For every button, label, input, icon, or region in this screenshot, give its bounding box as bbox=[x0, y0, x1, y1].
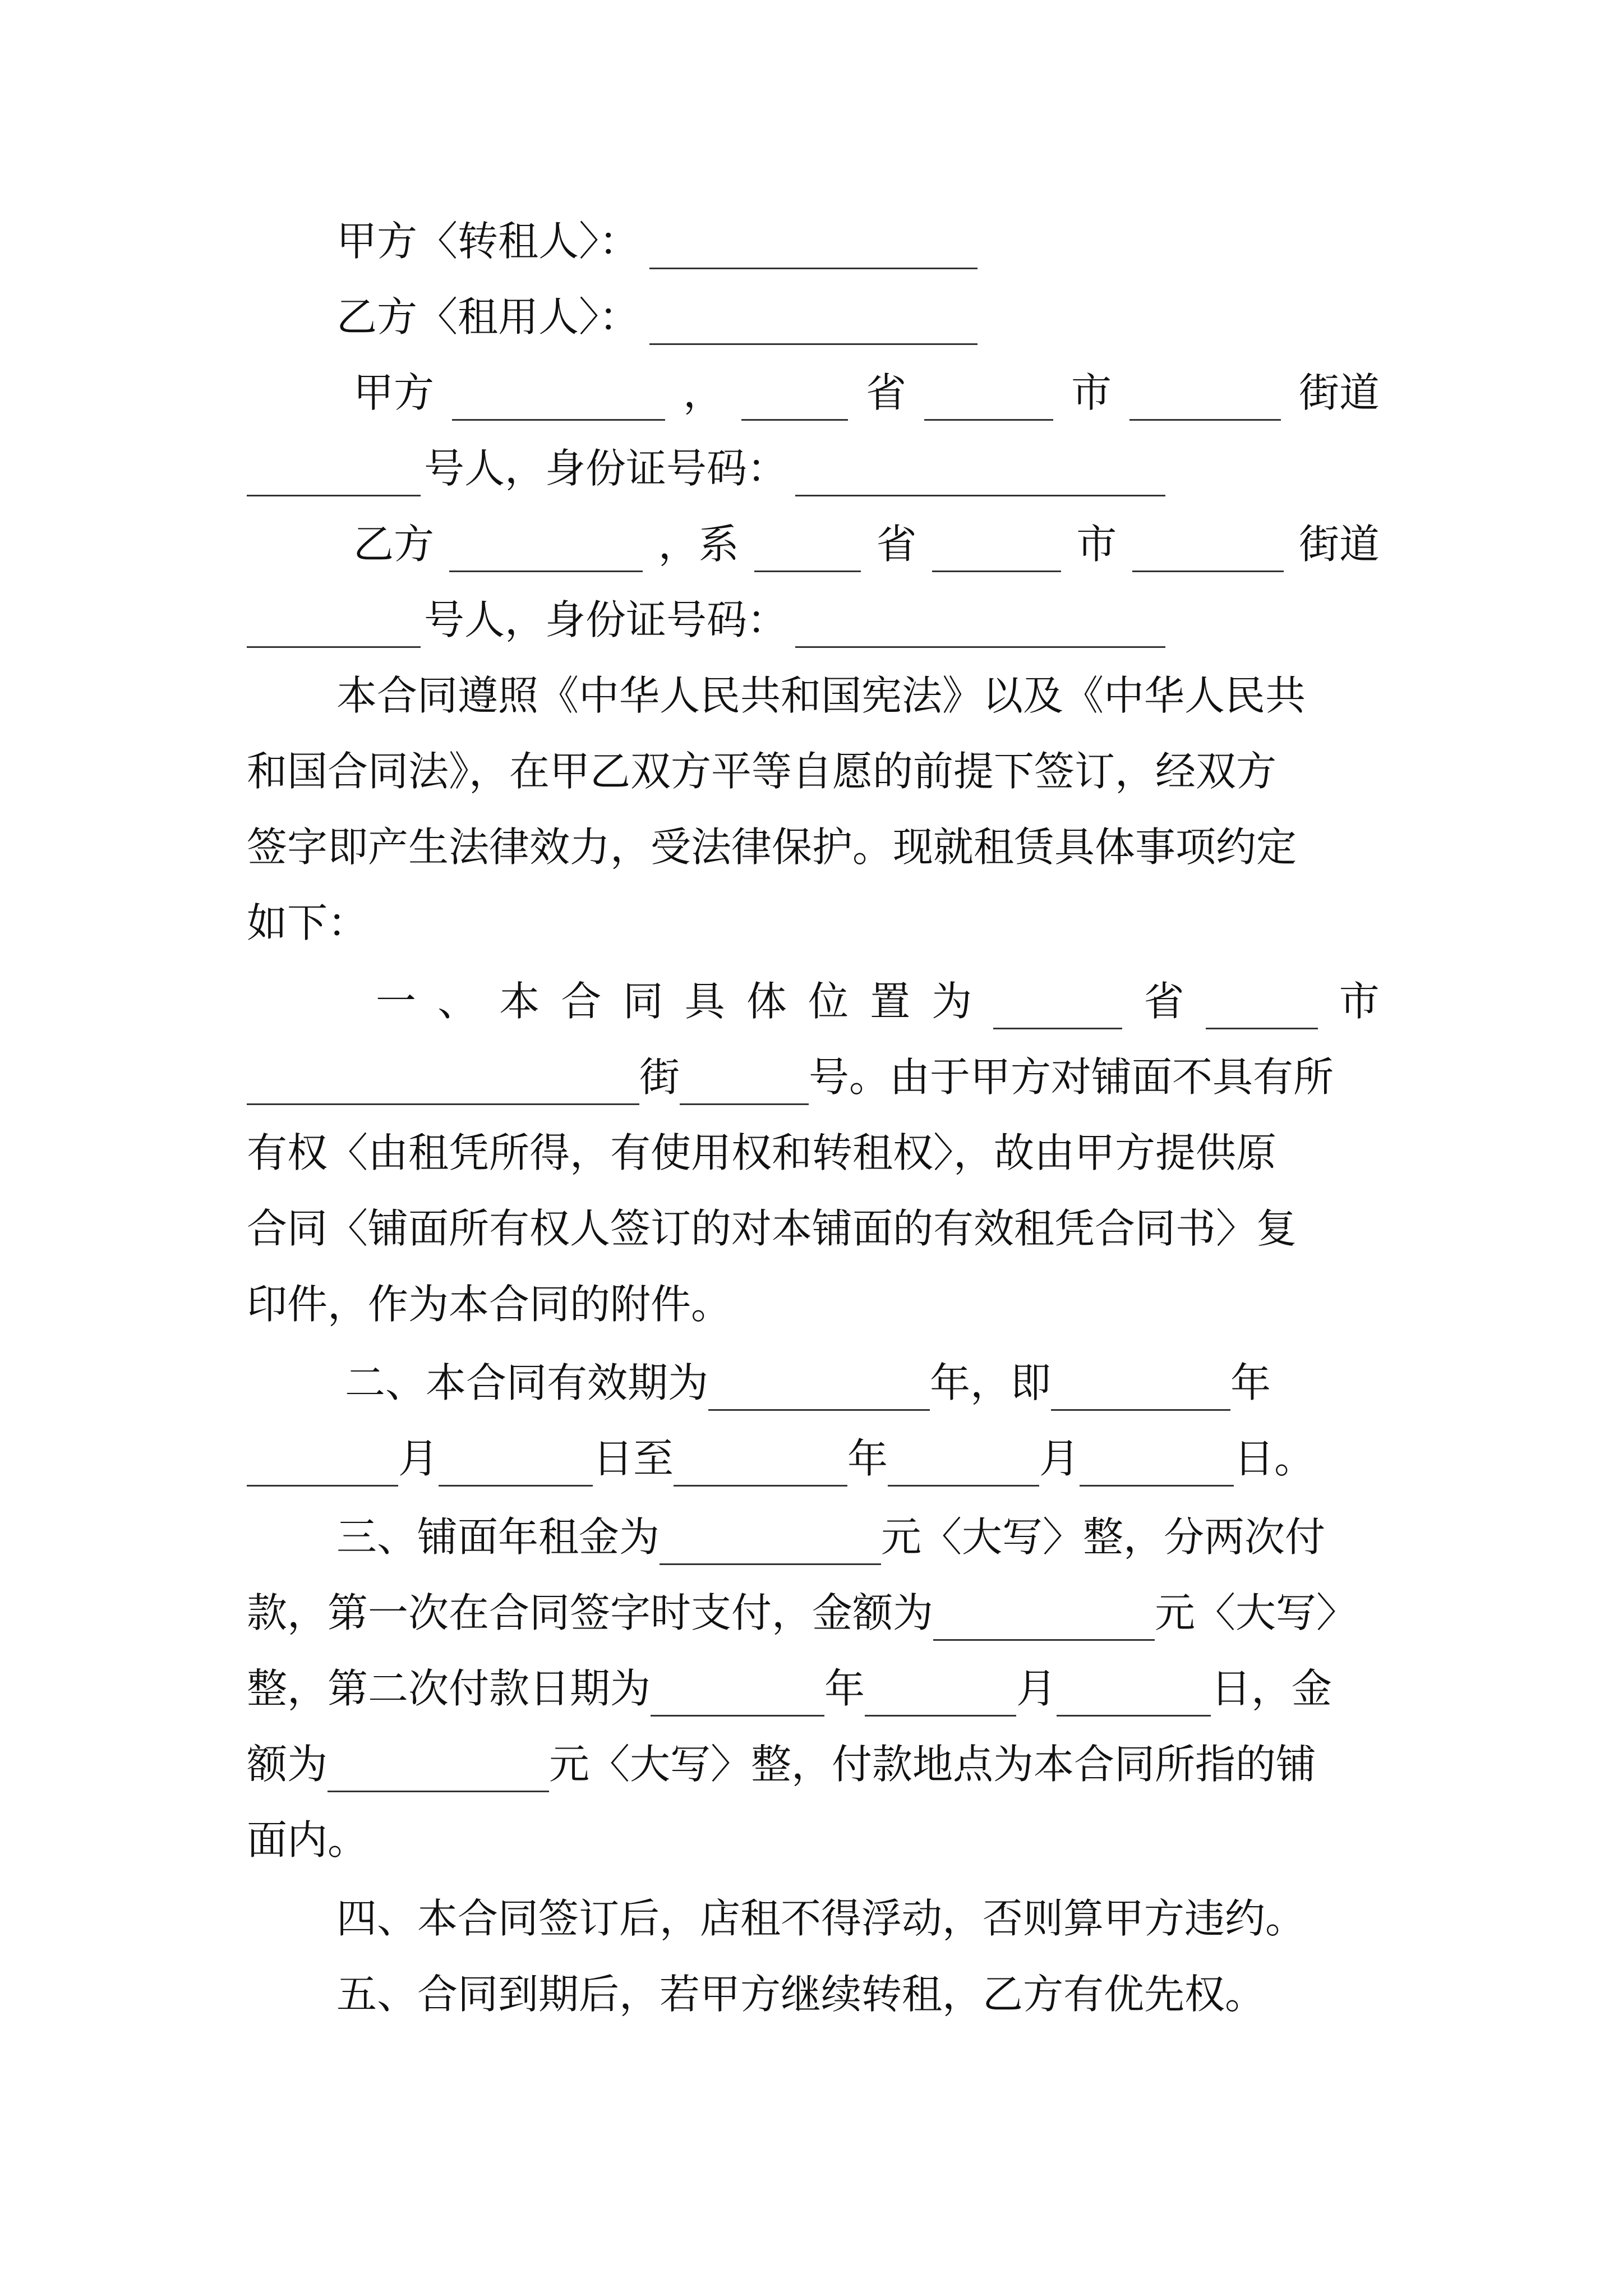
party-a-line bbox=[336, 213, 978, 269]
party-b-name-blank[interactable] bbox=[449, 533, 643, 572]
clause-3-second-month-blank[interactable] bbox=[865, 1677, 1016, 1717]
clause-2-start-day-blank[interactable] bbox=[439, 1447, 593, 1487]
clause-1-province-label: 省 bbox=[1144, 978, 1184, 1025]
clause-3-annual-rent-blank[interactable] bbox=[660, 1526, 881, 1565]
party-b-street-blank[interactable] bbox=[1132, 533, 1284, 572]
party-b-street-label: 街道 bbox=[1298, 521, 1380, 568]
clause-3-text: 元〈大写〉 bbox=[1155, 1589, 1357, 1636]
party-a-id-blank[interactable] bbox=[795, 457, 1165, 496]
party-b-id-blank[interactable] bbox=[795, 609, 1165, 648]
party-b-label: 乙方〈租用人〉： bbox=[336, 293, 640, 341]
party-a-street-blank[interactable] bbox=[1129, 381, 1281, 421]
clause-2-text: 日。 bbox=[1234, 1435, 1315, 1482]
party-a-number-blank[interactable] bbox=[247, 457, 421, 496]
clause-3-line-3 bbox=[247, 1660, 1332, 1717]
clause-2-years-blank[interactable] bbox=[708, 1372, 930, 1411]
clause-3-text: 元〈大写〉整，付款地点为本合同所指的铺 bbox=[549, 1741, 1317, 1788]
clause-2-end-day-blank[interactable] bbox=[1080, 1447, 1234, 1487]
clause-3-text: 款，第一次在合同签字时支付，金额为 bbox=[247, 1589, 934, 1636]
clause-4: 四、本合同签订后，店租不得浮动，否则算甲方违约。 bbox=[336, 1895, 1306, 1942]
clause-2-start-month-blank[interactable] bbox=[247, 1447, 398, 1487]
party-b-city-label: 市 bbox=[1076, 521, 1117, 568]
clause-1-char: 位 bbox=[808, 978, 849, 1025]
clause-2-text: 年 bbox=[847, 1435, 888, 1482]
clause-3-text: 元〈大写〉整，分两次付 bbox=[881, 1513, 1326, 1561]
clause-3-line-5: 面内。 bbox=[247, 1816, 368, 1864]
clause-3-text: 日，金 bbox=[1211, 1665, 1332, 1712]
party-a-street-label: 街道 bbox=[1298, 369, 1380, 416]
party-a-comma: ， bbox=[683, 369, 723, 416]
clause-3-second-payment-blank[interactable] bbox=[328, 1753, 549, 1792]
clause-3-line-4 bbox=[247, 1736, 1316, 1792]
clause-1-char: 同 bbox=[623, 978, 663, 1025]
clause-1-char: 一 bbox=[376, 978, 417, 1025]
clause-1-char: 具 bbox=[684, 978, 725, 1025]
clause-2-line-1 bbox=[345, 1355, 1271, 1411]
party-b-line bbox=[336, 289, 978, 345]
clause-3-text: 整，第二次付款日期为 bbox=[247, 1665, 651, 1712]
clause-3-text: 额为 bbox=[247, 1741, 328, 1788]
clause-3-text: 三、铺面年租金为 bbox=[336, 1513, 660, 1561]
clause-1-char: 置 bbox=[870, 978, 911, 1025]
party-a-blank[interactable] bbox=[649, 230, 978, 269]
clause-2-text: 二、本合同有效期为 bbox=[345, 1359, 709, 1406]
party-b-number-blank[interactable] bbox=[247, 609, 421, 648]
clause-1-char: 本 bbox=[499, 978, 540, 1025]
clause-3-line-1 bbox=[336, 1509, 1325, 1565]
party-b-blank[interactable] bbox=[649, 306, 978, 345]
clause-1-char: 、 bbox=[437, 978, 478, 1025]
clause-1-city-blank[interactable] bbox=[1206, 990, 1318, 1029]
party-a-label: 甲方〈转租人〉： bbox=[336, 218, 640, 265]
party-a-address-text: 甲方 bbox=[353, 369, 435, 416]
preamble-line-2: 和国合同法》，在甲乙双方平等自愿的前提下签订，经双方 bbox=[247, 748, 1277, 795]
clause-1-char: 合 bbox=[561, 978, 602, 1025]
party-a-province-label: 省 bbox=[865, 369, 906, 416]
clause-1-line-1 bbox=[376, 973, 1380, 1029]
clause-2-text: 年，即 bbox=[930, 1359, 1052, 1406]
preamble-line-1: 本合同遵照《中华人民共和国宪法》以及《中华人民共 bbox=[336, 672, 1306, 719]
clause-2-end-month-blank[interactable] bbox=[888, 1447, 1039, 1487]
clause-1-province-blank[interactable] bbox=[993, 990, 1122, 1029]
clause-1-line-5: 印件，作为本合同的附件。 bbox=[247, 1281, 732, 1328]
clause-3-text: 年 bbox=[824, 1665, 865, 1712]
clause-5: 五、合同到期后，若甲方继续转租，乙方有优先权。 bbox=[336, 1971, 1266, 2018]
clause-2-text: 年 bbox=[1230, 1359, 1271, 1406]
clause-3-first-payment-blank[interactable] bbox=[933, 1602, 1155, 1641]
clause-1-line-3: 有权〈由租凭所得，有使用权和转租权〉，故由甲方提供原 bbox=[247, 1129, 1277, 1176]
clause-2-text: 月 bbox=[1039, 1435, 1080, 1482]
clause-1-number-text: 号。由于甲方对铺面不具有所 bbox=[809, 1053, 1334, 1101]
clause-1-city-label: 市 bbox=[1339, 978, 1380, 1025]
party-a-id-line bbox=[247, 440, 1165, 496]
clause-2-text: 日至 bbox=[593, 1435, 674, 1482]
clause-2-text: 月 bbox=[398, 1435, 439, 1482]
party-b-id-label: 号人，身份证号码： bbox=[424, 596, 788, 643]
party-a-address-line bbox=[353, 365, 1380, 421]
party-a-city-blank[interactable] bbox=[924, 381, 1053, 421]
clause-1-line-4: 合同〈铺面所有权人签订的对本铺面的有效租凭合同书〉复 bbox=[247, 1205, 1297, 1252]
party-b-address-line bbox=[353, 516, 1380, 572]
clause-1-street-blank[interactable] bbox=[247, 1066, 639, 1105]
party-b-city-blank[interactable] bbox=[932, 533, 1061, 572]
clause-1-char: 为 bbox=[932, 978, 972, 1025]
clause-1-line-2 bbox=[247, 1049, 1334, 1105]
clause-2-line-2 bbox=[247, 1430, 1315, 1487]
preamble-line-4: 如下： bbox=[247, 899, 368, 946]
party-a-id-label: 号人，身份证号码： bbox=[424, 445, 788, 492]
clause-2-start-year-blank[interactable] bbox=[1051, 1372, 1230, 1411]
clause-2-end-year-blank[interactable] bbox=[674, 1447, 847, 1487]
party-a-city-label: 市 bbox=[1071, 369, 1112, 416]
party-b-province-label: 省 bbox=[876, 521, 917, 568]
preamble-line-3: 签字即产生法律效力，受法律保护。现就租赁具体事项约定 bbox=[247, 823, 1297, 871]
clause-3-line-2 bbox=[247, 1585, 1357, 1641]
party-b-province-blank[interactable] bbox=[754, 533, 861, 572]
clause-1-char: 体 bbox=[746, 978, 787, 1025]
party-a-name-blank[interactable] bbox=[452, 381, 665, 421]
party-a-province-blank[interactable] bbox=[741, 381, 848, 421]
clause-1-number-blank[interactable] bbox=[680, 1066, 809, 1105]
party-b-address-text: 乙方 bbox=[353, 521, 435, 568]
party-b-comma: ，系 bbox=[658, 521, 739, 568]
clause-3-text: 月 bbox=[1016, 1665, 1057, 1712]
clause-1-street-label: 街 bbox=[639, 1053, 680, 1101]
party-b-id-line bbox=[247, 592, 1165, 648]
clause-3-second-day-blank[interactable] bbox=[1057, 1677, 1211, 1717]
clause-3-second-year-blank[interactable] bbox=[651, 1677, 824, 1717]
